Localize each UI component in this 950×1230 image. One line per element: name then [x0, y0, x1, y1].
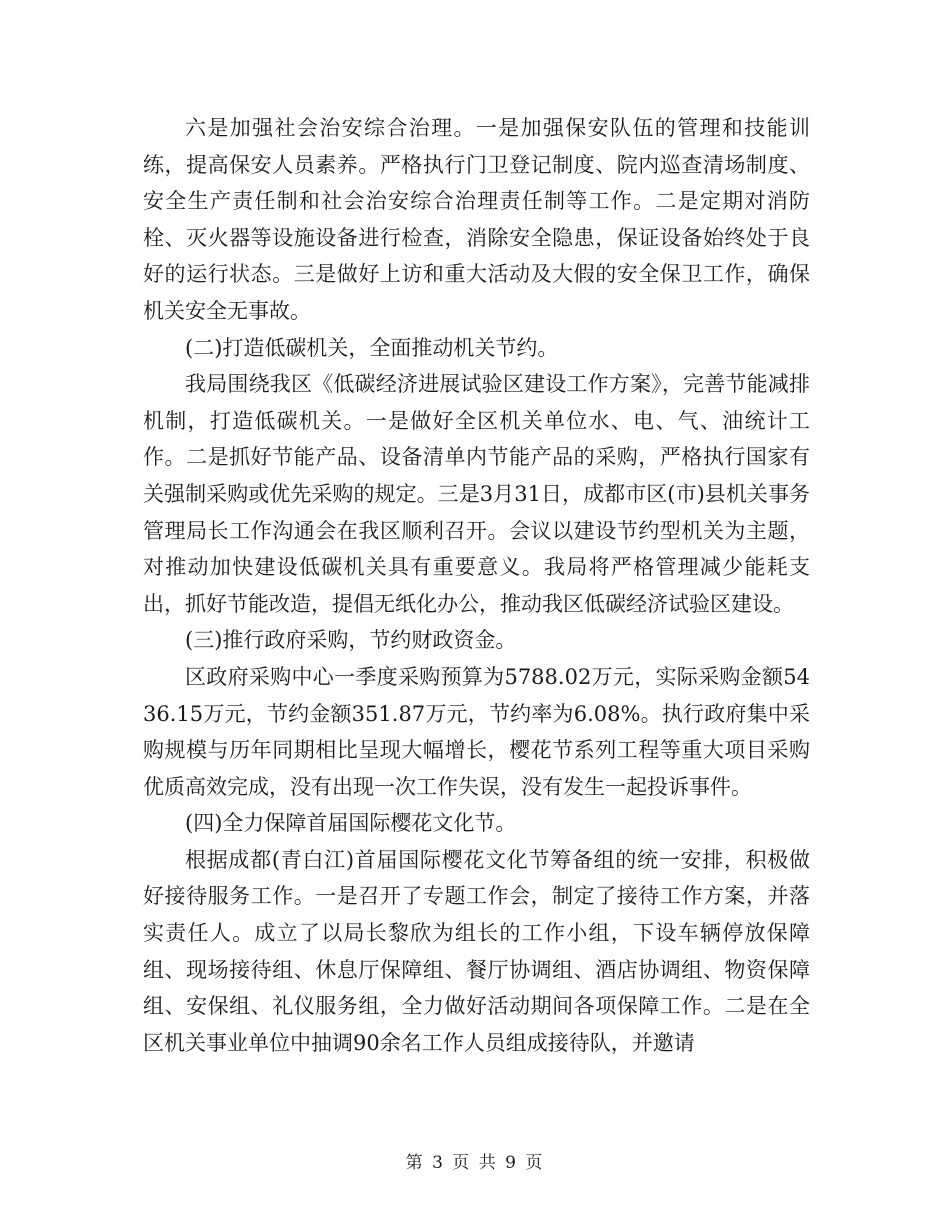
paragraph-procurement: 区政府采购中心一季度采购预算为5788.02万元，实际采购金额5436.15万元，节约金额351.87万元，节约率为6.08%。执行政府集中采购规模与历年同期相比呈现大幅增长，樱花节系列工程等重大项目采购优质高效完成，没有出现一次工作失误，没有发生一起投诉事件。 [143, 664, 810, 799]
paragraph-security: 六是加强社会治安综合治理。一是加强保安队伍的管理和技能训练，提高保安人员素养。严格执行门卫登记制度、院内巡查清场制度、安全生产责任制和社会治安综合治理责任制等工作。二是定期对消防栓、灭火器等设施设备进行检查，消除安全隐患，保证设备始终处于良好的运行状态。三是做好上访和重大活动及大假的安全保卫工作，确保机关安全无事故。 [143, 116, 810, 323]
section-heading-festival: (四)全力保障首届国际樱花文化节。 [185, 811, 517, 836]
paragraph-low-carbon: 我局围绕我区《低碳经济进展试验区建设工作方案》，完善节能减排机制，打造低碳机关。一是做好全区机关单位水、电、气、油统计工作。二是抓好节能产品、设备清单内节能产品的采购，严格执行国家有关强制采购或优先采购的规定。三是3月31日，成都市区(市)县机关事务管理局长工作沟通会在我区顺利召开。会议以建设节约型机关为主题，对推动加快建设低碳机关具有重要意义。我局将严格管理减少能耗支出，抓好节能改造，提倡无纸化办公，推动我区低碳经济试验区建设。 [143, 372, 810, 616]
page-number-footer: 第 3 页 共 9 页 [405, 1153, 545, 1173]
paragraph-festival: 根据成都(青白江)首届国际樱花文化节筹备组的统一安排，积极做好接待服务工作。一是召开了专题工作会，制定了接待工作方案，并落实责任人。成立了以局长黎欣为组长的工作小组，下设车辆停放保障组、现场接待组、休息厅保障组、餐厅协调组、酒店协调组、物资保障组、安保组、礼仪服务组，全力做好活动期间各项保障工作。二是在全区机关事业单位中抽调90余名工作人员组成接待队，并邀请 [143, 847, 810, 1055]
document-body [143, 110, 810, 1061]
section-heading-procurement: (三)推行政府采购，节约财政资金。 [185, 628, 517, 653]
section-heading-low-carbon: (二)打造低碳机关，全面推动机关节约。 [185, 335, 559, 360]
